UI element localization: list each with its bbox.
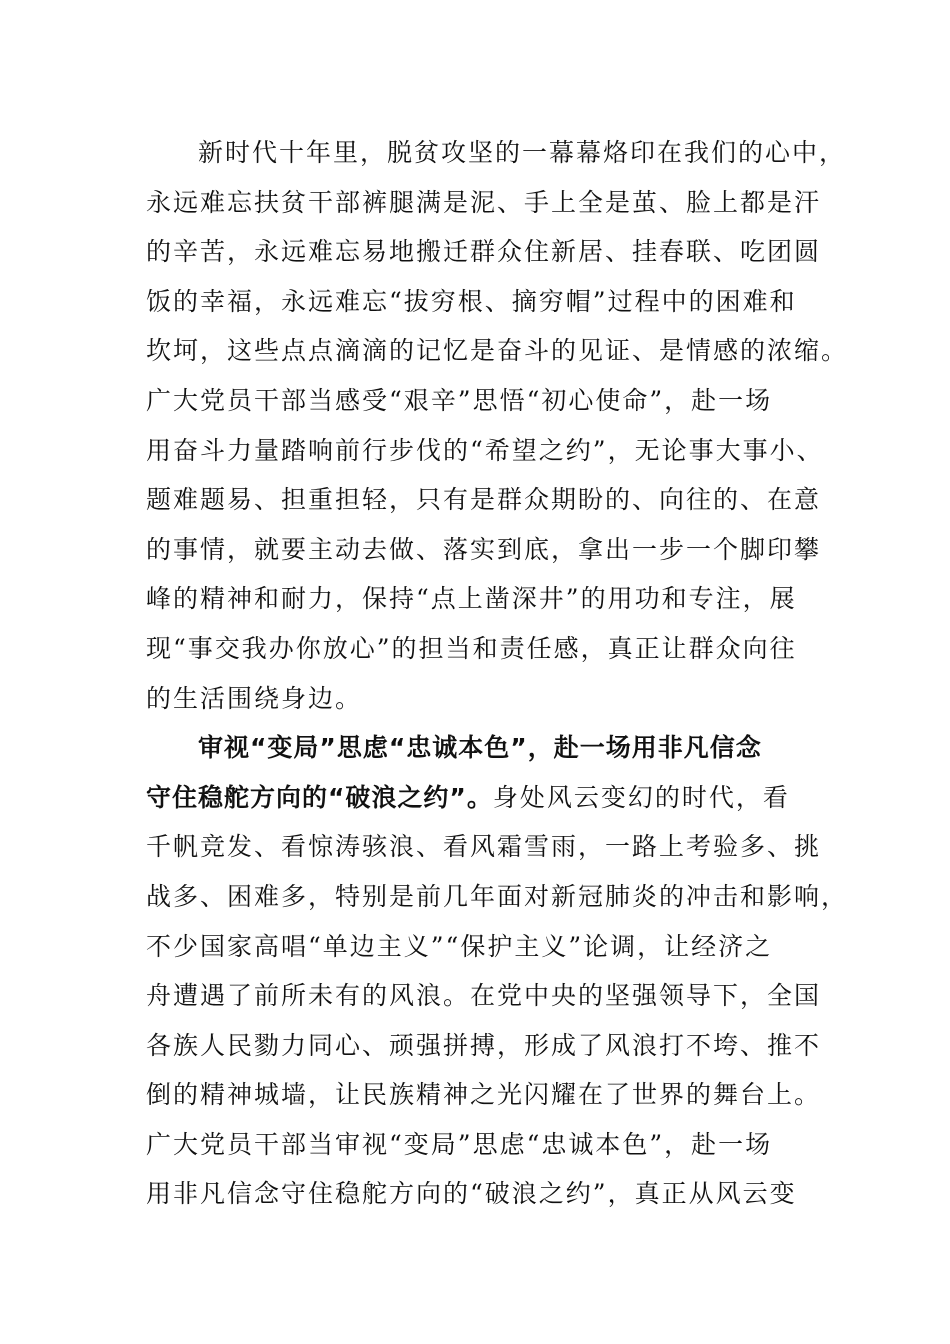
paragraph-line: 用非凡信念守住稳舵方向的“破浪之约”，真正从风云变	[146, 1179, 797, 1209]
paragraph-line: 各族人民勠力同心、顽强拼搏，形成了风浪打不垮、推不	[146, 1030, 822, 1060]
paragraph-line: 永远难忘扶贫干部裤腿满是泥、手上全是茧、脸上都是汗	[146, 187, 822, 217]
paragraph-line: 广大党员干部当审视“变局”思虑“忠诚本色”，赴一场	[146, 1129, 773, 1159]
paragraph-line: 倒的精神城墙，让民族精神之光闪耀在了世界的舞台上。	[146, 1080, 822, 1110]
paragraph-line: 新时代十年里，脱贫攻坚的一幕幕烙印在我们的心中，	[198, 138, 847, 167]
paragraph-line: 战多、困难多，特别是前几年面对新冠肺炎的冲击和影响，	[146, 881, 849, 911]
paragraph-line: 的事情，就要主动去做、落实到底，拿出一步一个脚印攀	[146, 534, 822, 564]
paragraph-line: 峰的精神和耐力，保持“点上凿深井”的用功和专注，展	[146, 584, 797, 614]
paragraph-line: 的辛苦，永远难忘易地搬迁群众住新居、挂春联、吃团圆	[146, 237, 822, 267]
paragraph-line	[146, 773, 806, 823]
paragraph-line: 千帆竞发、看惊涛骇浪、看风霜雪雨，一路上考验多、挑	[146, 832, 822, 862]
paragraph-line: 舟遭遇了前所未有的风浪。在党中央的坚强领导下，全国	[146, 981, 822, 1011]
paragraph-line: 不少国家高唱“单边主义”“保护主义”论调，让经济之	[146, 931, 773, 961]
paragraph-line: 用奋斗力量踏响前行步伐的“希望之约”，无论事大事小、	[146, 435, 824, 465]
section-heading-line: 审视“变局”思虑“忠诚本色”，赴一场用非凡信念	[198, 733, 762, 763]
paragraph-poverty-alleviation	[146, 128, 849, 723]
document-body	[146, 128, 849, 1219]
paragraph-line: 题难题易、担重担轻，只有是群众期盼的、向往的、在意	[146, 485, 822, 515]
paragraph-line: 坎坷，这些点点滴滴的记忆是奋斗的见证、是情感的浓缩。	[146, 336, 849, 366]
paragraph-line: 饭的幸福，永远难忘“拔穷根、摘穷帽”过程中的困难和	[146, 286, 797, 316]
paragraph-breaking-waves	[146, 723, 849, 1219]
section-heading-end: 守住稳舵方向的“破浪之约”。	[146, 782, 493, 812]
paragraph-line: 广大党员干部当感受“艰辛”思悟“初心使命”，赴一场	[146, 385, 773, 415]
paragraph-line: 的生活围绕身边。	[146, 683, 363, 713]
paragraph-line: 现“事交我办你放心”的担当和责任感，真正让群众向往	[146, 633, 797, 663]
paragraph-text: 身处风云变幻的时代，看	[492, 782, 790, 812]
